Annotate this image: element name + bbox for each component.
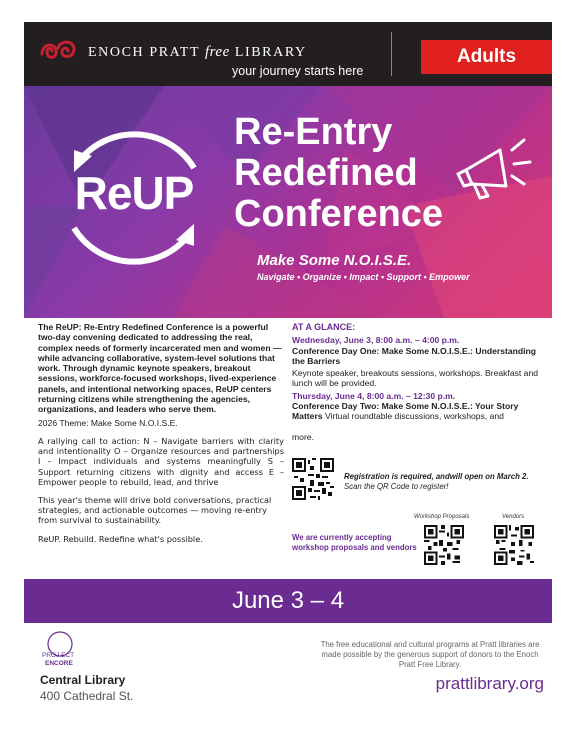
library-name-part1: ENOCH PRATT — [88, 45, 205, 60]
day2-block — [292, 401, 544, 422]
qr-code-icon[interactable] — [292, 458, 334, 500]
funding-note: The free educational and cultural programs at Pratt libraries are made possible by the generous support of donors to the Enoch Pratt Free Library. — [320, 640, 540, 669]
theme-drive: This year's theme will drive bold conversations, practical strategies, and actionable outcomes — moving re-entry from survival to sustainability. — [38, 494, 272, 526]
date-band: June 3 – 4 — [24, 579, 552, 623]
library-name — [88, 44, 307, 61]
hero-values: Navigate • Organize • Impact • Support • Empower — [257, 272, 470, 282]
reup-logo-text: ReUP — [74, 167, 194, 219]
closing-line: ReUP. Rebuild. Redefine what's possible. — [38, 533, 203, 544]
day2-more: more. — [292, 431, 314, 442]
title-line-2: Redefined — [234, 152, 418, 194]
library-name-free: free — [204, 44, 230, 60]
day1-body: Keynote speaker, breakouts sessions, workshops. Breakfast and lunch will be provided. — [292, 368, 539, 389]
site-url-link[interactable]: prattlibrary.org — [435, 674, 544, 693]
header-bar — [24, 22, 552, 86]
vendors-label: Vendors — [502, 514, 525, 520]
project-logo-line2: ENCORE — [45, 660, 73, 667]
call-to-action: A rallying call to action: N – Navigate barriers with clarity and intentionality O – Organize resources and partnerships I – Impact individuals and systems meaningfully S – Support returning citizens with dignity and access E – Empower people to rebuild, lead, and thrive — [38, 435, 284, 487]
vendors-qr-code-icon[interactable] — [494, 525, 534, 565]
location-address: 400 Cathedral St. — [40, 689, 134, 703]
megaphone-icon — [452, 136, 532, 206]
day1-title: Conference Day One: Make Some N.O.I.S.E.: Understanding the Barriers — [292, 345, 537, 366]
swirl-logo-icon — [38, 36, 78, 64]
intro-column — [38, 322, 284, 552]
glance-title: AT A GLANCE: — [292, 322, 356, 332]
proposals-qr-code-icon[interactable] — [424, 525, 464, 565]
day2-date: Thursday, June 4, 8:00 a.m. – 12:30 p.m. — [292, 390, 456, 401]
proposals-label: Workshop Proposals — [414, 514, 470, 520]
day1-date: Wednesday, June 3, 8:00 a.m. – 4:00 p.m. — [292, 335, 460, 346]
conference-title — [234, 112, 443, 235]
theme-line: 2026 Theme: Make Some N.O.I.S.E. — [38, 417, 178, 428]
audience-badge: Adults — [421, 40, 552, 74]
intro-paragraph — [38, 322, 284, 428]
project-encore-logo — [38, 630, 98, 670]
library-name-part2: LIBRARY — [229, 45, 307, 60]
intro-text: The ReUP: Re-Entry Redefined Conference is a powerful two-day convening dedicated to addressing the real, complex needs of formerly incarcerated men and women — while advancing collaborative, system-level solutions that work. Through dynamic keynote speakers, breakout sessions, workforce-focused workshops, lived-experience panels, and intentional networking spaces, ReUP centers returning citizens while strengthening the agencies, organizations, and leaders who serve them. — [38, 322, 282, 415]
project-logo-line1: PROJ ECT — [42, 652, 75, 659]
title-line-3: Conference — [234, 193, 444, 235]
location-name: Central Library — [40, 673, 126, 687]
registration-line2: Scan the QR Code to register! — [344, 482, 449, 491]
header-divider — [391, 32, 392, 76]
day2-body: Virtual roundtable discussions, workshops, and — [322, 411, 504, 422]
tagline: your journey starts here — [232, 64, 364, 78]
accepting-note: We are currently accepting workshop proposals and vendors — [292, 533, 417, 552]
title-line-1: Re-Entry — [234, 111, 393, 153]
hero-subtitle: Make Some N.O.I.S.E. — [257, 252, 412, 269]
flyer — [24, 22, 552, 722]
hero-banner — [24, 86, 552, 318]
registration-line1: Registration is required, andwill open on March 2. — [344, 472, 529, 481]
registration-note — [344, 472, 544, 492]
day2-title: Conference Day Two: Make Some N.O.I.S.E.: Your Story Matters — [292, 401, 519, 422]
at-a-glance — [292, 322, 544, 442]
